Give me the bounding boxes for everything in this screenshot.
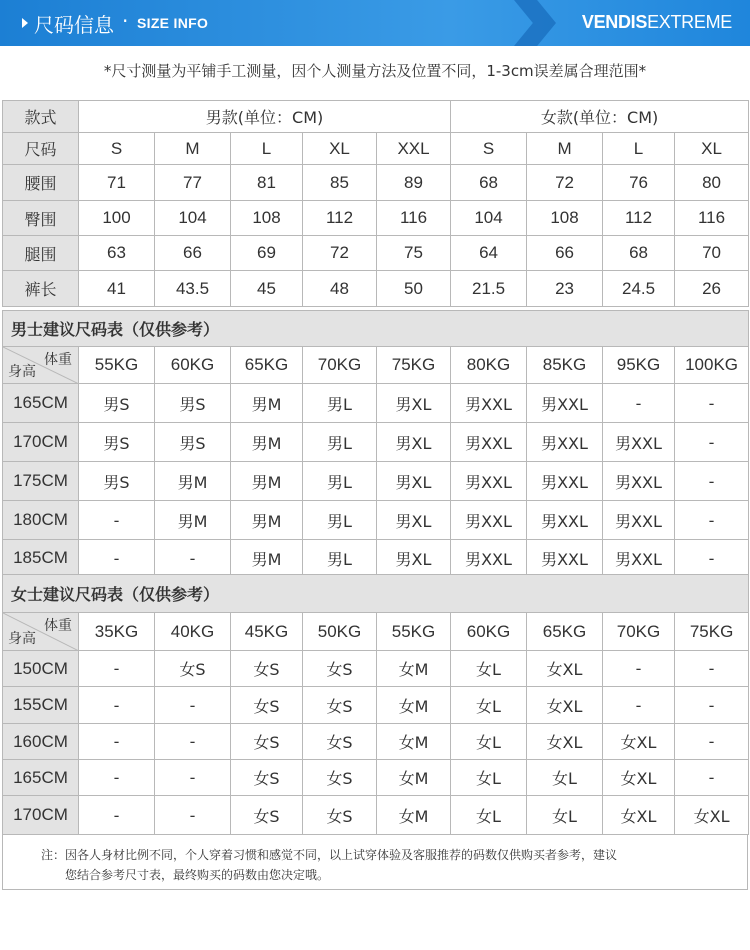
size-cell: 男XXL	[527, 501, 603, 540]
size-cell: 男L	[303, 501, 377, 540]
value-cell: 71	[79, 165, 155, 201]
value-cell: 68	[451, 165, 527, 201]
size-cell: 男XXL	[451, 423, 527, 462]
size-cell: -	[675, 423, 749, 462]
value-cell: 75	[377, 236, 451, 271]
size-cell: 男XXL	[527, 462, 603, 501]
weight-header-cell: 65KG	[231, 347, 303, 384]
size-cell: 女S	[155, 651, 231, 687]
value-cell: 48	[303, 271, 377, 307]
table-row	[3, 796, 749, 835]
size-cell: 女S	[231, 687, 303, 724]
size-cell: 女XL	[603, 724, 675, 760]
table-row	[3, 423, 749, 462]
value-cell: 45	[231, 271, 303, 307]
height-label: 身高	[8, 631, 36, 647]
size-cell: -	[675, 501, 749, 540]
value-cell: 66	[527, 236, 603, 271]
size-cell: -	[79, 501, 155, 540]
height-cell: 170CM	[3, 423, 79, 462]
size-cell: -	[675, 540, 749, 577]
value-cell: 116	[377, 201, 451, 236]
value-cell: 23	[527, 271, 603, 307]
table-row	[3, 760, 749, 796]
size-cell: 女XL	[603, 760, 675, 796]
size-cell: 女M	[377, 724, 451, 760]
size-cell: 男L	[303, 384, 377, 423]
size-cell: 女S	[303, 760, 377, 796]
size-cell: -	[155, 796, 231, 835]
table-row	[3, 271, 749, 307]
women-size-cell: S	[451, 133, 527, 165]
size-cell: 女S	[231, 724, 303, 760]
height-cell: 185CM	[3, 540, 79, 577]
header-title-en: SIZE INFO	[137, 15, 209, 31]
weight-header-cell: 50KG	[303, 613, 377, 651]
size-cell: 女L	[451, 724, 527, 760]
size-cell: -	[155, 760, 231, 796]
weight-header-cell: 95KG	[603, 347, 675, 384]
size-cell: 男XL	[377, 384, 451, 423]
value-cell: 100	[79, 201, 155, 236]
size-cell: 男S	[79, 384, 155, 423]
weight-header-cell: 40KG	[155, 613, 231, 651]
size-cell: -	[603, 384, 675, 423]
height-label: 身高	[8, 364, 36, 380]
weight-header-cell: 60KG	[451, 613, 527, 651]
triangle-bullet-icon	[22, 18, 28, 28]
size-cell: 女S	[231, 796, 303, 835]
chevron-decoration-icon	[514, 0, 556, 46]
value-cell: 76	[603, 165, 675, 201]
table-row	[3, 724, 749, 760]
weight-header-cell: 70KG	[303, 347, 377, 384]
size-cell: 男XL	[377, 462, 451, 501]
height-weight-corner	[3, 347, 79, 384]
value-cell: 104	[451, 201, 527, 236]
table-row	[3, 540, 749, 577]
table-row	[3, 384, 749, 423]
value-cell: 24.5	[603, 271, 675, 307]
size-cell: 男XXL	[603, 462, 675, 501]
size-cell: 男XL	[377, 540, 451, 577]
height-cell: 150CM	[3, 651, 79, 687]
weight-label: 体重	[44, 352, 72, 368]
men-size-cell: XL	[303, 133, 377, 165]
size-cell: 女L	[527, 796, 603, 835]
size-cell: 女L	[451, 687, 527, 724]
size-cell: 男L	[303, 540, 377, 577]
size-cell: -	[603, 651, 675, 687]
size-cell: 男XXL	[603, 540, 675, 577]
size-cell: 女XL	[527, 651, 603, 687]
weight-header-cell: 55KG	[79, 347, 155, 384]
size-cell: -	[675, 384, 749, 423]
table-row	[3, 236, 749, 271]
value-cell: 66	[155, 236, 231, 271]
height-cell: 160CM	[3, 724, 79, 760]
table-row	[3, 501, 749, 540]
value-cell: 112	[303, 201, 377, 236]
height-cell: 180CM	[3, 501, 79, 540]
height-cell: 155CM	[3, 687, 79, 724]
measure-label: 臀围	[3, 201, 79, 236]
weight-header-cell: 55KG	[377, 613, 451, 651]
size-cell: 男M	[231, 384, 303, 423]
size-cell: 男L	[303, 423, 377, 462]
size-cell: -	[79, 796, 155, 835]
women-size-cell: M	[527, 133, 603, 165]
value-cell: 104	[155, 201, 231, 236]
weight-header-cell: 80KG	[451, 347, 527, 384]
size-cell: -	[675, 724, 749, 760]
size-cell: 男L	[303, 462, 377, 501]
size-cell: -	[675, 687, 749, 724]
size-cell: -	[603, 687, 675, 724]
women-size-cell: XL	[675, 133, 749, 165]
size-cell: -	[675, 760, 749, 796]
size-cell: 女M	[377, 651, 451, 687]
height-weight-corner	[3, 613, 79, 651]
value-cell: 21.5	[451, 271, 527, 307]
value-cell: 50	[377, 271, 451, 307]
weight-header-cell: 70KG	[603, 613, 675, 651]
height-cell: 170CM	[3, 796, 79, 835]
value-cell: 108	[527, 201, 603, 236]
value-cell: 116	[675, 201, 749, 236]
value-cell: 80	[675, 165, 749, 201]
size-cell: 男XXL	[451, 462, 527, 501]
header-separator: ·	[122, 9, 129, 33]
weight-header-cell: 75KG	[377, 347, 451, 384]
size-cell: 男XXL	[527, 540, 603, 577]
style-label: 款式	[3, 101, 79, 133]
men-size-cell: S	[79, 133, 155, 165]
weight-label: 体重	[44, 618, 72, 634]
women-guide-title: 女士建议尺码表（仅供参考）	[3, 575, 749, 613]
size-cell: 女L	[451, 760, 527, 796]
women-size-cell: L	[603, 133, 675, 165]
table-row	[3, 165, 749, 201]
size-cell: 男S	[79, 423, 155, 462]
size-cell: -	[79, 724, 155, 760]
height-cell: 165CM	[3, 384, 79, 423]
women-header: 女款(单位：CM)	[451, 101, 749, 133]
value-cell: 112	[603, 201, 675, 236]
value-cell: 85	[303, 165, 377, 201]
men-header: 男款(单位：CM)	[79, 101, 451, 133]
weight-header-cell: 85KG	[527, 347, 603, 384]
value-cell: 64	[451, 236, 527, 271]
size-cell: 男S	[155, 423, 231, 462]
men-size-cell: L	[231, 133, 303, 165]
size-cell: 女XL	[675, 796, 749, 835]
size-cell: 女S	[303, 687, 377, 724]
size-cell: 男M	[155, 501, 231, 540]
size-cell: 女XL	[603, 796, 675, 835]
header-title-cn: 尺码信息	[34, 13, 114, 37]
value-cell: 72	[527, 165, 603, 201]
men-size-cell: XXL	[377, 133, 451, 165]
measure-label: 裤长	[3, 271, 79, 307]
weight-header-cell: 35KG	[79, 613, 155, 651]
size-cell: 男M	[155, 462, 231, 501]
value-cell: 43.5	[155, 271, 231, 307]
size-cell: 女XL	[527, 687, 603, 724]
size-cell: 女M	[377, 687, 451, 724]
size-cell: 男XL	[377, 501, 451, 540]
size-cell: 男M	[231, 501, 303, 540]
size-cell: -	[79, 540, 155, 577]
weight-header-cell: 45KG	[231, 613, 303, 651]
size-cell: -	[155, 540, 231, 577]
size-cell: 女L	[451, 796, 527, 835]
weight-header-cell: 60KG	[155, 347, 231, 384]
value-cell: 41	[79, 271, 155, 307]
weight-header-cell: 75KG	[675, 613, 749, 651]
footnote-box	[2, 834, 748, 890]
table-row	[3, 462, 749, 501]
value-cell: 77	[155, 165, 231, 201]
size-cell: 男M	[231, 423, 303, 462]
brand-logo: VENDISEXTREME	[581, 12, 732, 32]
value-cell: 69	[231, 236, 303, 271]
size-cell: 女M	[377, 760, 451, 796]
size-cell: 男XXL	[451, 540, 527, 577]
size-cell: -	[79, 651, 155, 687]
header-banner	[0, 0, 750, 46]
size-cell: 男XXL	[603, 501, 675, 540]
height-cell: 165CM	[3, 760, 79, 796]
size-cell: -	[79, 687, 155, 724]
size-cell: 女L	[451, 651, 527, 687]
footnote-line-1: 注：因各人身材比例不同，个人穿着习惯和感觉不同，以上试穿体验及客服推荐的码数仅供购买者参考，建议	[41, 848, 618, 862]
size-cell: 男XXL	[527, 423, 603, 462]
value-cell: 63	[79, 236, 155, 271]
men-size-cell: M	[155, 133, 231, 165]
value-cell: 26	[675, 271, 749, 307]
size-table	[2, 100, 749, 307]
measure-label: 腿围	[3, 236, 79, 271]
size-cell: 男XXL	[451, 384, 527, 423]
size-cell: 男XXL	[603, 423, 675, 462]
value-cell: 89	[377, 165, 451, 201]
size-cell: 女S	[231, 651, 303, 687]
table-row	[3, 687, 749, 724]
size-cell: -	[155, 687, 231, 724]
size-cell: 女S	[303, 651, 377, 687]
size-cell: 女XL	[527, 724, 603, 760]
size-cell: 女S	[231, 760, 303, 796]
value-cell: 68	[603, 236, 675, 271]
size-cell: 男M	[231, 462, 303, 501]
value-cell: 70	[675, 236, 749, 271]
table-row	[3, 201, 749, 236]
value-cell: 108	[231, 201, 303, 236]
size-cell: -	[79, 760, 155, 796]
measurement-note: *尺寸测量为平铺手工测量，因个人测量方法及位置不同，1-3cm误差属合理范围*	[103, 62, 647, 80]
size-cell: -	[155, 724, 231, 760]
size-cell: 男XL	[377, 423, 451, 462]
value-cell: 72	[303, 236, 377, 271]
size-cell: 女M	[377, 796, 451, 835]
size-cell: 女S	[303, 796, 377, 835]
size-cell: 男S	[79, 462, 155, 501]
size-cell: 女L	[527, 760, 603, 796]
size-cell: -	[675, 651, 749, 687]
women-size-guide-table	[2, 574, 749, 835]
weight-header-cell: 100KG	[675, 347, 749, 384]
footnote-line-2: 您结合参考尺寸表，最终购买的码数由您决定哦。	[65, 868, 330, 882]
men-guide-title: 男士建议尺码表（仅供参考）	[3, 311, 749, 347]
size-cell: 男XXL	[527, 384, 603, 423]
size-cell: 男XXL	[451, 501, 527, 540]
table-row	[3, 651, 749, 687]
size-label: 尺码	[3, 133, 79, 165]
measure-label: 腰围	[3, 165, 79, 201]
weight-header-cell: 65KG	[527, 613, 603, 651]
size-cell: -	[675, 462, 749, 501]
size-cell: 女S	[303, 724, 377, 760]
size-cell: 男S	[155, 384, 231, 423]
men-size-guide-table	[2, 310, 749, 577]
height-cell: 175CM	[3, 462, 79, 501]
value-cell: 81	[231, 165, 303, 201]
size-cell: 男M	[231, 540, 303, 577]
